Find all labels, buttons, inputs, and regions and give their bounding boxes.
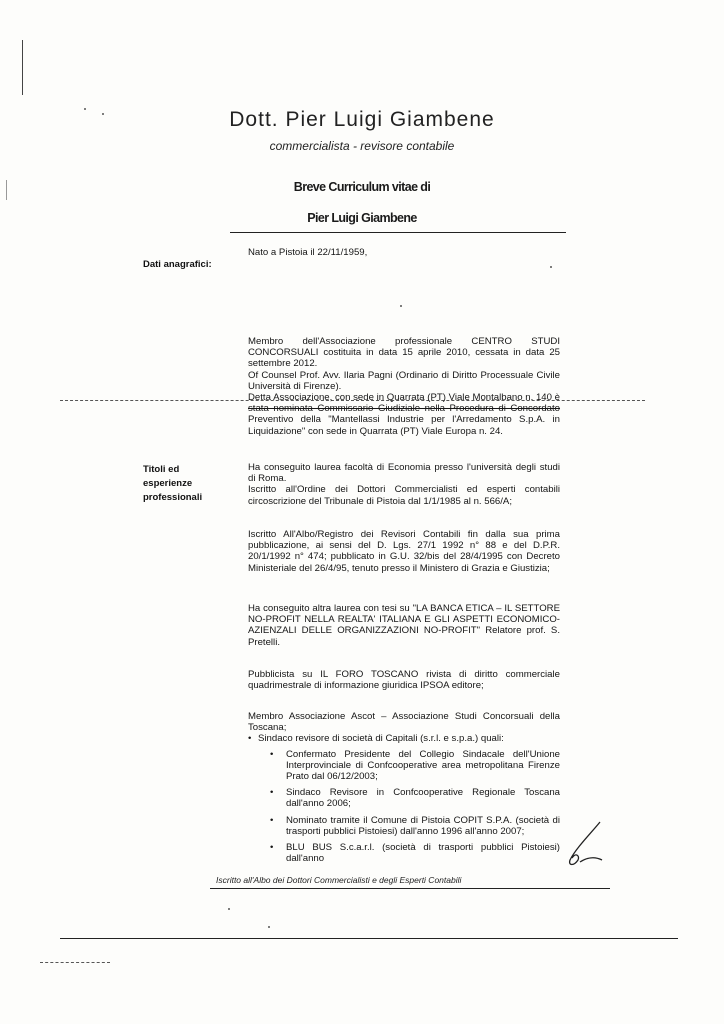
footer-rule [210, 888, 610, 889]
bottom-rule [60, 938, 678, 939]
publicist-text: Pubblicista su IL FORO TOSCANO rivista di diritto commerciale quadrimestrale di informazione giuridica IPSOA editore; [248, 669, 560, 692]
list-item: • Confermato Presidente del Collegio Sindacale dell'Unione Interprovinciale di Confcooperative area metropolitana Firenze Prato dal 06/12/2003; [258, 749, 560, 783]
list-item: • BLU BUS S.c.a.r.l. (società di trasporti pubblici Pistoiesi) dall'anno [258, 842, 560, 864]
list-item: • Nominato tramite il Comune di Pistoia COPIT S.P.A. (società di trasporti pubblici Pistoiesi) dall'anno 1996 all'anno 2007; [258, 815, 560, 837]
bottom-dashed-rule [40, 962, 110, 963]
association-membership: Membro dell'Associazione professionale CENTRO STUDI CONCORSUALI costituita in data 15 aprile 2010, cessata in data 25 settembre 2012. [248, 336, 560, 370]
list-item: • Sindaco Revisore in Confcooperative Regionale Toscana dall'anno 2006; [258, 787, 560, 809]
degree-text: Ha conseguito laurea facoltà di Economia presso l'università degli studi di Roma. [248, 462, 560, 485]
birth-info: Nato a Pistoia il 22/11/1959, [248, 247, 368, 258]
cv-title: Breve Curriculum vitae di [293, 180, 431, 194]
scan-speck [268, 926, 270, 928]
ascot-block [248, 711, 560, 869]
scan-speck [550, 266, 552, 268]
personal-data-label: Dati anagrafici: [143, 259, 212, 270]
ascot-text: Membro Associazione Ascot – Associazione Studi Concorsuali della Toscana; [248, 711, 560, 734]
association-block [248, 336, 560, 437]
signature-mark [562, 818, 612, 870]
professional-titles-label: Titoli ed esperienze professionali [143, 464, 203, 503]
cv-person-name: Pier Luigi Giambene [307, 211, 417, 225]
letterhead-name: Dott. Pier Luigi Giambene [229, 108, 495, 131]
scan-speck [400, 305, 402, 307]
scan-speck [228, 908, 230, 910]
scan-edge-line [22, 40, 23, 95]
list-item: • Sindaco revisore di società di Capitali (s.r.l. e s.p.a.) quali: • Confermato Presidente del Collegio Sindacale dell'Unione Interprovinciale di Confcooperative area metropolitana Firenze Prato dal 06/12/2003; • Sindaco Revisore in Confcooperative Regionale Toscana dall'anno 2006; • Nominato tramite il Comune di Pistoia COPIT S.P.A. (società di trasporti pubblici Pistoiesi) dall'anno 1996 all'anno 2007; • BLU BUS S.c.a.r.l. (società di trasporti pubblici Pistoiesi) dall'anno [248, 733, 560, 864]
association-role: Detta Associazione, con sede in Quarrata (PT) Viale Montalbano n. 140 è stata nominata Commissario Giudiziale nella Procedura di Concordato Preventivo della "Mantellassi Industrie per l'Arredamento S.p.A. in Liquidazione" con sede in Quarrata (PT) Viale Europa n. 24. [248, 392, 560, 437]
letterhead-subtitle: commercialista - revisore contabile [269, 139, 455, 153]
auditor-list [248, 733, 560, 864]
title-rule [230, 232, 566, 233]
thesis-text: Ha conseguito altra laurea con tesi su "LA BANCA ETICA – IL SETTORE NO-PROFIT NELLA REALTA' ITALIANA E GLI ASPETTI ECONOMICO-AZIENZALI DELLE ORGANIZZAZIONI NO-PROFIT" Relatore prof. S. Pretelli. [248, 603, 560, 648]
order-text: Iscritto all'Ordine dei Dottori Commercialisti ed esperti contabili circoscrizione del Tribunale di Pistoia dal 1/1/1985 al n. 566/A; [248, 484, 560, 507]
degree-and-order [248, 462, 560, 507]
footer-note: Iscritto all'Albo dei Dottori Commercialisti e degli Esperti Contabili [216, 875, 462, 885]
association-counsel: Of Counsel Prof. Avv. Ilaria Pagni (Ordinario di Diritto Processuale Civile Università di Firenze). [248, 369, 560, 392]
auditor-roles [258, 749, 560, 865]
struck-text: stata nominata Commissario Giudiziale nella Procedura di Concordato [248, 403, 560, 415]
register-text: Iscritto All'Albo/Registro dei Revisori Contabili fin dalla sua prima pubblicazione, ai sensi del D. Lgs. 27/1 1992 n° 88 e del D.P.R. 20/1/1992 n° 474; pubblicato in G.U. 32/bis del 28/4/1995 con Decreto Ministeriale del 26/4/95, tenuto presso il Ministero di Grazia e Giustizia; [248, 529, 560, 574]
